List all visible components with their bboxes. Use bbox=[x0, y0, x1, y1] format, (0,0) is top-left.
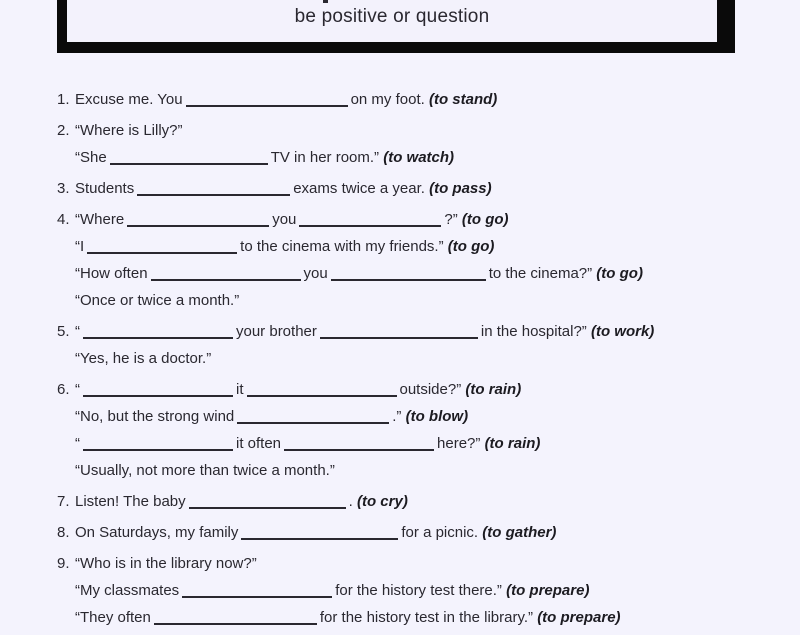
exercise-item-2 bbox=[57, 117, 767, 171]
sentence-text: “ bbox=[75, 323, 80, 340]
fill-in-blank bbox=[87, 240, 237, 254]
fill-in-blank bbox=[154, 611, 317, 625]
verb-hint: (to go) bbox=[447, 238, 495, 255]
verb-hint: (to prepare) bbox=[506, 582, 590, 599]
sentence-text: “They often bbox=[75, 609, 151, 626]
sentence-text: Excuse me. You bbox=[75, 91, 183, 108]
sentence-text: you bbox=[303, 265, 328, 282]
fill-in-blank bbox=[284, 437, 434, 451]
verb-hint: (to rain) bbox=[465, 381, 522, 398]
worksheet-body bbox=[57, 86, 767, 635]
sentence-text: in the hospital?” bbox=[480, 323, 591, 340]
sentence-text: to the cinema with my friends.” bbox=[240, 238, 448, 255]
fill-in-blank bbox=[237, 410, 389, 424]
item-number: 9. bbox=[57, 555, 70, 572]
exercise-line bbox=[75, 550, 767, 577]
sentence-text: your brother bbox=[236, 323, 317, 340]
sentence-text: Listen! The baby bbox=[75, 493, 186, 510]
fill-in-blank bbox=[331, 267, 486, 281]
verb-hint: (to go) bbox=[461, 211, 509, 228]
exercise-line bbox=[75, 457, 767, 484]
sentence-text: outside?” bbox=[399, 381, 466, 398]
verb-hint: (to go) bbox=[596, 265, 643, 282]
exercise-item-3 bbox=[57, 175, 767, 202]
fill-in-blank bbox=[241, 526, 398, 540]
sentence-text: here?” bbox=[437, 435, 485, 452]
sentence-text: “Usually, not more than twice a month.” bbox=[75, 462, 335, 479]
exercise-line bbox=[75, 206, 767, 233]
sentence-text: you bbox=[272, 211, 297, 228]
exercise-item-1 bbox=[57, 86, 767, 113]
sentence-text: for a picnic. bbox=[401, 524, 483, 541]
fill-in-blank bbox=[83, 383, 233, 397]
title-box bbox=[57, 0, 735, 53]
item-number: 1. bbox=[57, 91, 70, 108]
sentence-text: it bbox=[236, 381, 244, 398]
exercise-item-6 bbox=[57, 376, 767, 484]
verb-hint: (to rain) bbox=[484, 435, 541, 452]
exercise-line bbox=[75, 175, 767, 202]
sentence-text: “ bbox=[75, 381, 80, 398]
sentence-text: “My classmates bbox=[75, 582, 180, 599]
verb-hint: (to stand) bbox=[428, 91, 498, 108]
sentence-text: on my foot. bbox=[350, 91, 429, 108]
item-number: 8. bbox=[57, 524, 70, 541]
exercise-line bbox=[75, 430, 767, 457]
exercise-item-4 bbox=[57, 206, 767, 314]
exercise-item-5 bbox=[57, 318, 767, 372]
item-number: 5. bbox=[57, 323, 70, 340]
exercise-line bbox=[75, 604, 767, 631]
exercise-line bbox=[75, 577, 767, 604]
exercise-line bbox=[75, 345, 767, 372]
sentence-text: “Who is in the library now?” bbox=[75, 555, 257, 572]
exercise-line bbox=[75, 376, 767, 403]
item-number: 2. bbox=[57, 122, 70, 139]
exercise-item-9 bbox=[57, 550, 767, 631]
item-number: 6. bbox=[57, 381, 70, 398]
verb-hint: (to blow) bbox=[405, 408, 469, 425]
exercise-line bbox=[75, 488, 767, 515]
verb-hint: (to cry) bbox=[356, 493, 408, 510]
verb-hint: (to work) bbox=[590, 323, 655, 340]
sentence-text: “ bbox=[75, 435, 80, 452]
sentence-text: “Yes, he is a doctor.” bbox=[75, 350, 212, 367]
exercise-item-8 bbox=[57, 519, 767, 546]
fill-in-blank bbox=[110, 151, 268, 165]
sentence-text: .” bbox=[392, 408, 406, 425]
sentence-text: TV in her room.” bbox=[270, 149, 384, 166]
exercise-line bbox=[75, 86, 767, 113]
fill-in-blank bbox=[186, 93, 348, 107]
sentence-text: . bbox=[348, 493, 357, 510]
sentence-text: “Where is Lilly?” bbox=[75, 122, 183, 139]
clipped-text-fragment bbox=[323, 0, 328, 3]
exercise-line bbox=[75, 403, 767, 430]
sentence-text: exams twice a year. bbox=[293, 180, 430, 197]
sentence-text: for the history test there.” bbox=[335, 582, 507, 599]
exercise-line bbox=[75, 144, 767, 171]
fill-in-blank bbox=[189, 495, 346, 509]
worksheet-title: be positive or question bbox=[294, 6, 490, 27]
item-number: 4. bbox=[57, 211, 70, 228]
exercise-line bbox=[75, 318, 767, 345]
verb-hint: (to prepare) bbox=[537, 609, 621, 626]
verb-hint: (to watch) bbox=[383, 149, 455, 166]
sentence-text: “Once or twice a month.” bbox=[75, 292, 240, 309]
exercise-line bbox=[75, 233, 767, 260]
sentence-text: “I bbox=[75, 238, 85, 255]
sentence-text: “She bbox=[75, 149, 107, 166]
sentence-text: On Saturdays, my family bbox=[75, 524, 239, 541]
sentence-text: for the history test in the library.” bbox=[319, 609, 538, 626]
sentence-text: to the cinema?” bbox=[488, 265, 597, 282]
exercise-line bbox=[75, 260, 767, 287]
fill-in-blank bbox=[127, 213, 269, 227]
fill-in-blank bbox=[137, 182, 290, 196]
sentence-text: Students bbox=[75, 180, 135, 197]
item-number: 3. bbox=[57, 180, 70, 197]
fill-in-blank bbox=[151, 267, 301, 281]
fill-in-blank bbox=[182, 584, 332, 598]
exercise-line bbox=[75, 117, 767, 144]
exercise-item-7 bbox=[57, 488, 767, 515]
sentence-text: “No, but the strong wind bbox=[75, 408, 235, 425]
item-number: 7. bbox=[57, 493, 70, 510]
verb-hint: (to gather) bbox=[482, 524, 557, 541]
fill-in-blank bbox=[320, 325, 478, 339]
fill-in-blank bbox=[247, 383, 397, 397]
fill-in-blank bbox=[83, 437, 233, 451]
verb-hint: (to pass) bbox=[429, 180, 492, 197]
sentence-text: ?” bbox=[444, 211, 462, 228]
exercise-line bbox=[75, 519, 767, 546]
exercise-line bbox=[75, 287, 767, 314]
fill-in-blank bbox=[299, 213, 441, 227]
sentence-text: “How often bbox=[75, 265, 148, 282]
fill-in-blank bbox=[83, 325, 233, 339]
sentence-text: it often bbox=[236, 435, 282, 452]
sentence-text: “Where bbox=[75, 211, 125, 228]
